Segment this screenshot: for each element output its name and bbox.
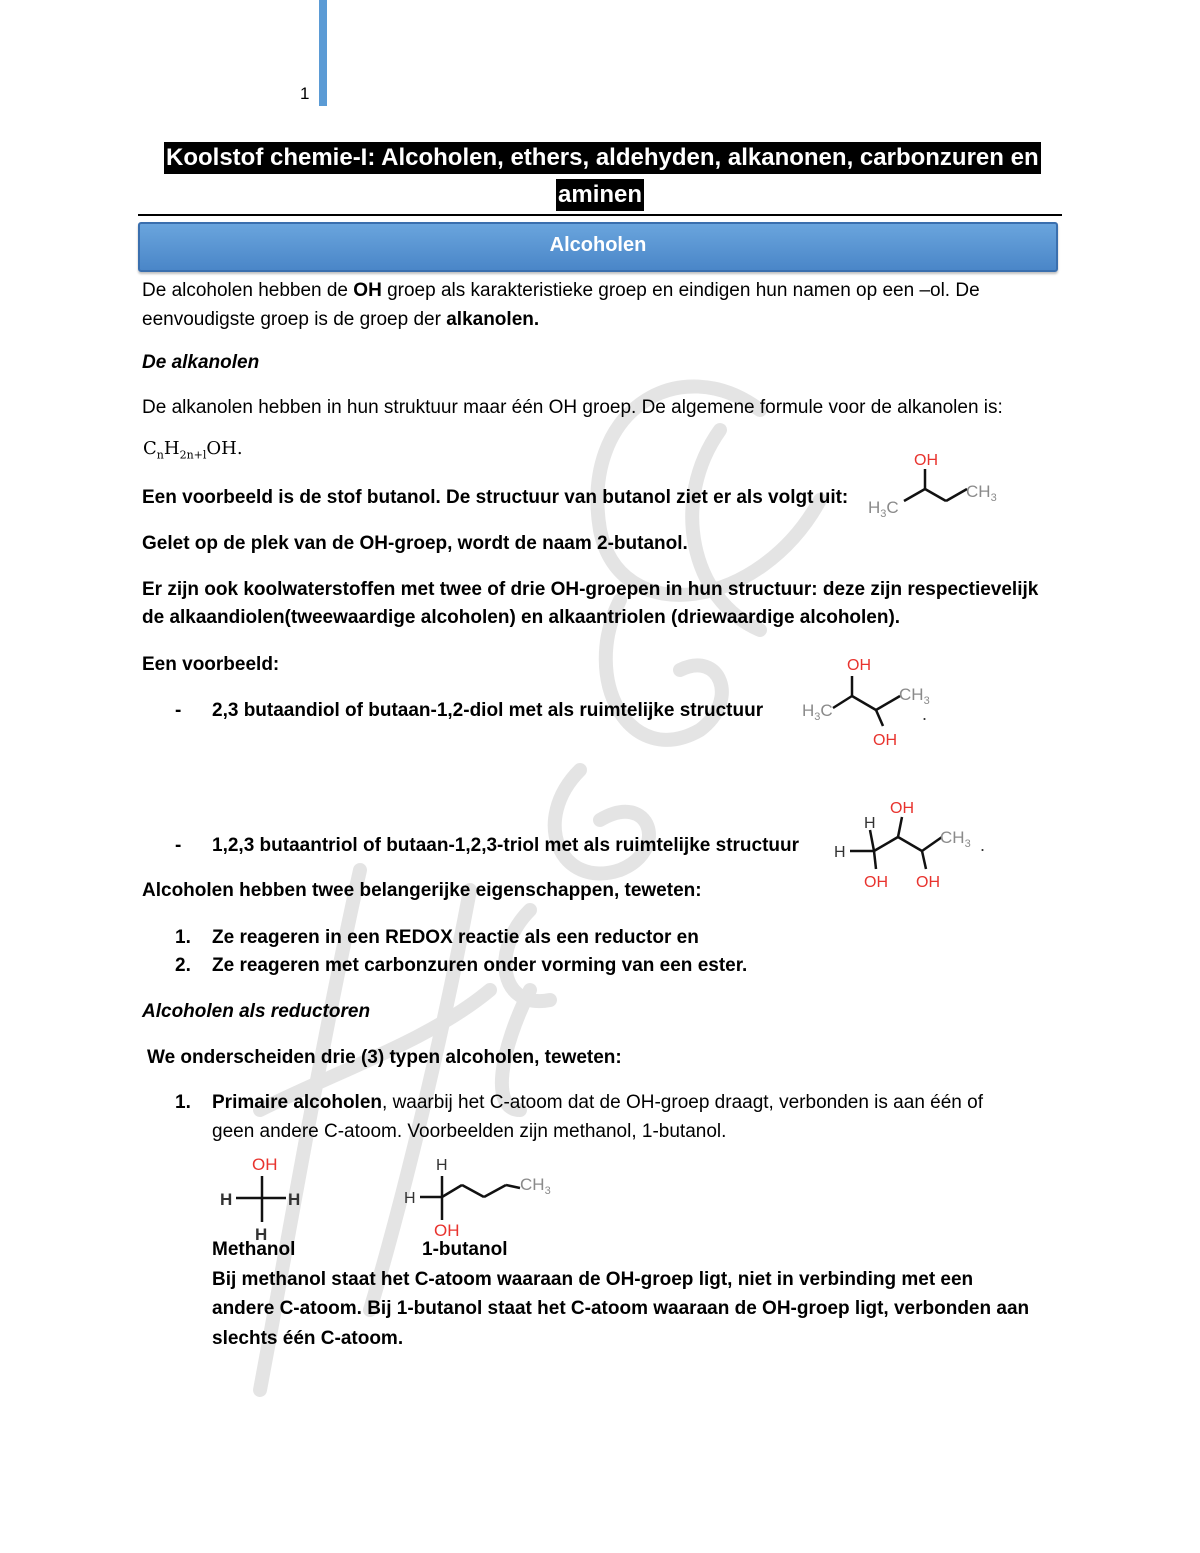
document-title-line-2: aminen [556,179,644,211]
primary-term: Primaire alcoholen [212,1092,383,1113]
intro-text: De alcoholen hebben de [142,280,354,301]
general-formula [143,438,243,462]
label-ch: CH [966,482,991,501]
label-h: H [864,815,876,832]
formula-c: C [143,438,157,459]
svg-text:H3C: $H_3C$ [868,498,899,520]
primary-num: 1. [175,1092,191,1113]
molecule-2-butanol [862,445,1012,520]
explanation-line-3: slechts één C-atoom. [212,1328,404,1349]
label-ch: CH [899,685,924,704]
formula-n: n [156,448,164,462]
label-oh: OH [252,1155,278,1174]
triol-text: 1,2,3 butaantriol of butaan-1,2,3-triol met als ruimtelijke structuur [212,835,800,856]
intro-line-2 [142,306,539,334]
header-accent-bar [319,0,327,106]
butanol-example-text: Een voorbeeld is de stof butanol. De structuur van butanol ziet er als volgt uit: [142,487,849,508]
title-divider [138,214,1062,216]
diol-text: 2,3 butaandiol of butaan-1,2-diol met als ruimtelijke structuur [212,700,764,721]
subheading-alkanolen: De alkanolen [142,352,260,373]
label-oh: OH [864,874,888,891]
intro-alkanolen-bold: alkanolen. [446,309,540,330]
label-ch: CH [940,828,965,847]
label-period: . [922,704,928,724]
svg-text:CH3 [966,482,997,504]
property-num-2: 2. [175,955,191,976]
document-title-line-1: Koolstof chemie-I: Alcoholen, ethers, aldehyden, alkanonen, carbonzuren en [164,142,1041,174]
svg-text:H3C: $H_3C$ [802,701,833,723]
label-oh: OH [847,657,871,674]
label-h: H [288,1190,301,1209]
label-oh: OH [890,800,914,817]
label-h: H [868,498,881,517]
property-item-1: Ze reageren in een REDOX reactie als een reductor en [212,927,699,948]
intro-text: eenvoudigste groep is de groep der [142,309,447,330]
formula-h: H [163,438,180,459]
bullet-dash: - [175,700,182,721]
methanol-label: Methanol [212,1239,296,1260]
property-item-2: Ze reageren met carbonzuren onder vorming van een ester. [212,955,748,976]
primary-line-1 [212,1089,983,1117]
reductoren-intro: We onderscheiden drie (3) typen alcoholen, teweten: [147,1047,622,1068]
butanol-note: Gelet op de plek van de OH-groep, wordt de naam 2-butanol. [142,533,688,554]
label-oh: OH [434,1221,460,1240]
intro-oh-bold: OH [353,280,382,301]
label-3: 3 [990,492,997,504]
section-banner [138,222,1058,272]
label-h: H [404,1190,416,1207]
label-oh: OH [873,732,897,749]
example-label: Een voorbeeld: [142,654,280,675]
label-ch: CH [520,1175,545,1194]
butanol-label: 1-butanol [422,1239,508,1260]
label-h: H [802,701,815,720]
explanation-line-2: andere C-atoom. Bij 1-butanol staat het C-atoom waaraan de OH-groep ligt, verbonden aan [212,1298,1030,1319]
molecule-1-butanol [400,1150,570,1245]
bullet-dash: - [175,835,182,856]
property-num-1: 1. [175,927,191,948]
label-oh: OH [916,874,940,891]
molecule-methanol [212,1150,322,1245]
label-3: 3 [923,695,930,707]
multi-oh-line-1: Er zijn ook koolwaterstoffen met twee of drie OH-groepen in hun structuur: deze zijn respectievelijk [142,579,1039,600]
explanation-line-1: Bij methanol staat het C-atoom waaraan de OH-groep ligt, niet in verbinding met een [212,1269,974,1290]
label-3: 3 [880,508,887,520]
formula-oh: OH. [206,438,243,459]
label-3: 3 [964,838,971,850]
multi-oh-line-2: de alkaandiolen(tweewaardige alcoholen) en alkaantriolen (driewaardige alcoholen). [142,607,901,628]
subheading-reductoren: Alcoholen als reductoren [142,1001,371,1022]
label-3: 3 [814,711,821,723]
label-oh: OH [914,452,938,469]
alkanolen-paragraph: De alkanolen hebben in hun struktuur maar één OH groep. De algemene formule voor de alkanolen is: [142,397,1003,418]
intro-line-1 [142,277,980,305]
svg-text:CH3 [940,828,971,850]
molecule-butaandiol [800,650,940,750]
formula-2n1: 2n+l [179,448,207,462]
label-h: H [220,1190,233,1209]
label-3: 3 [544,1185,551,1197]
label-period: . [980,835,986,855]
molecule-butaantriol [832,795,1002,895]
primary-rest: , waarbij het C-atoom dat de OH-groep draagt, verbonden is aan één of [382,1092,983,1113]
properties-intro: Alcoholen hebben twee belangerijke eigenschappen, teweten: [142,880,702,901]
intro-text-cont: groep als karakteristieke groep en eindigen hun namen op een –ol. De [381,280,980,301]
section-banner-label: Alcoholen [549,234,647,256]
label-h: H [834,844,846,861]
label-h: H [255,1225,268,1244]
svg-text:CH3 [520,1175,551,1197]
page-number: 1 [300,84,310,103]
label-h: H [436,1157,448,1174]
primary-line-2: geen andere C-atoom. Voorbeelden zijn methanol, 1-butanol. [212,1121,727,1142]
